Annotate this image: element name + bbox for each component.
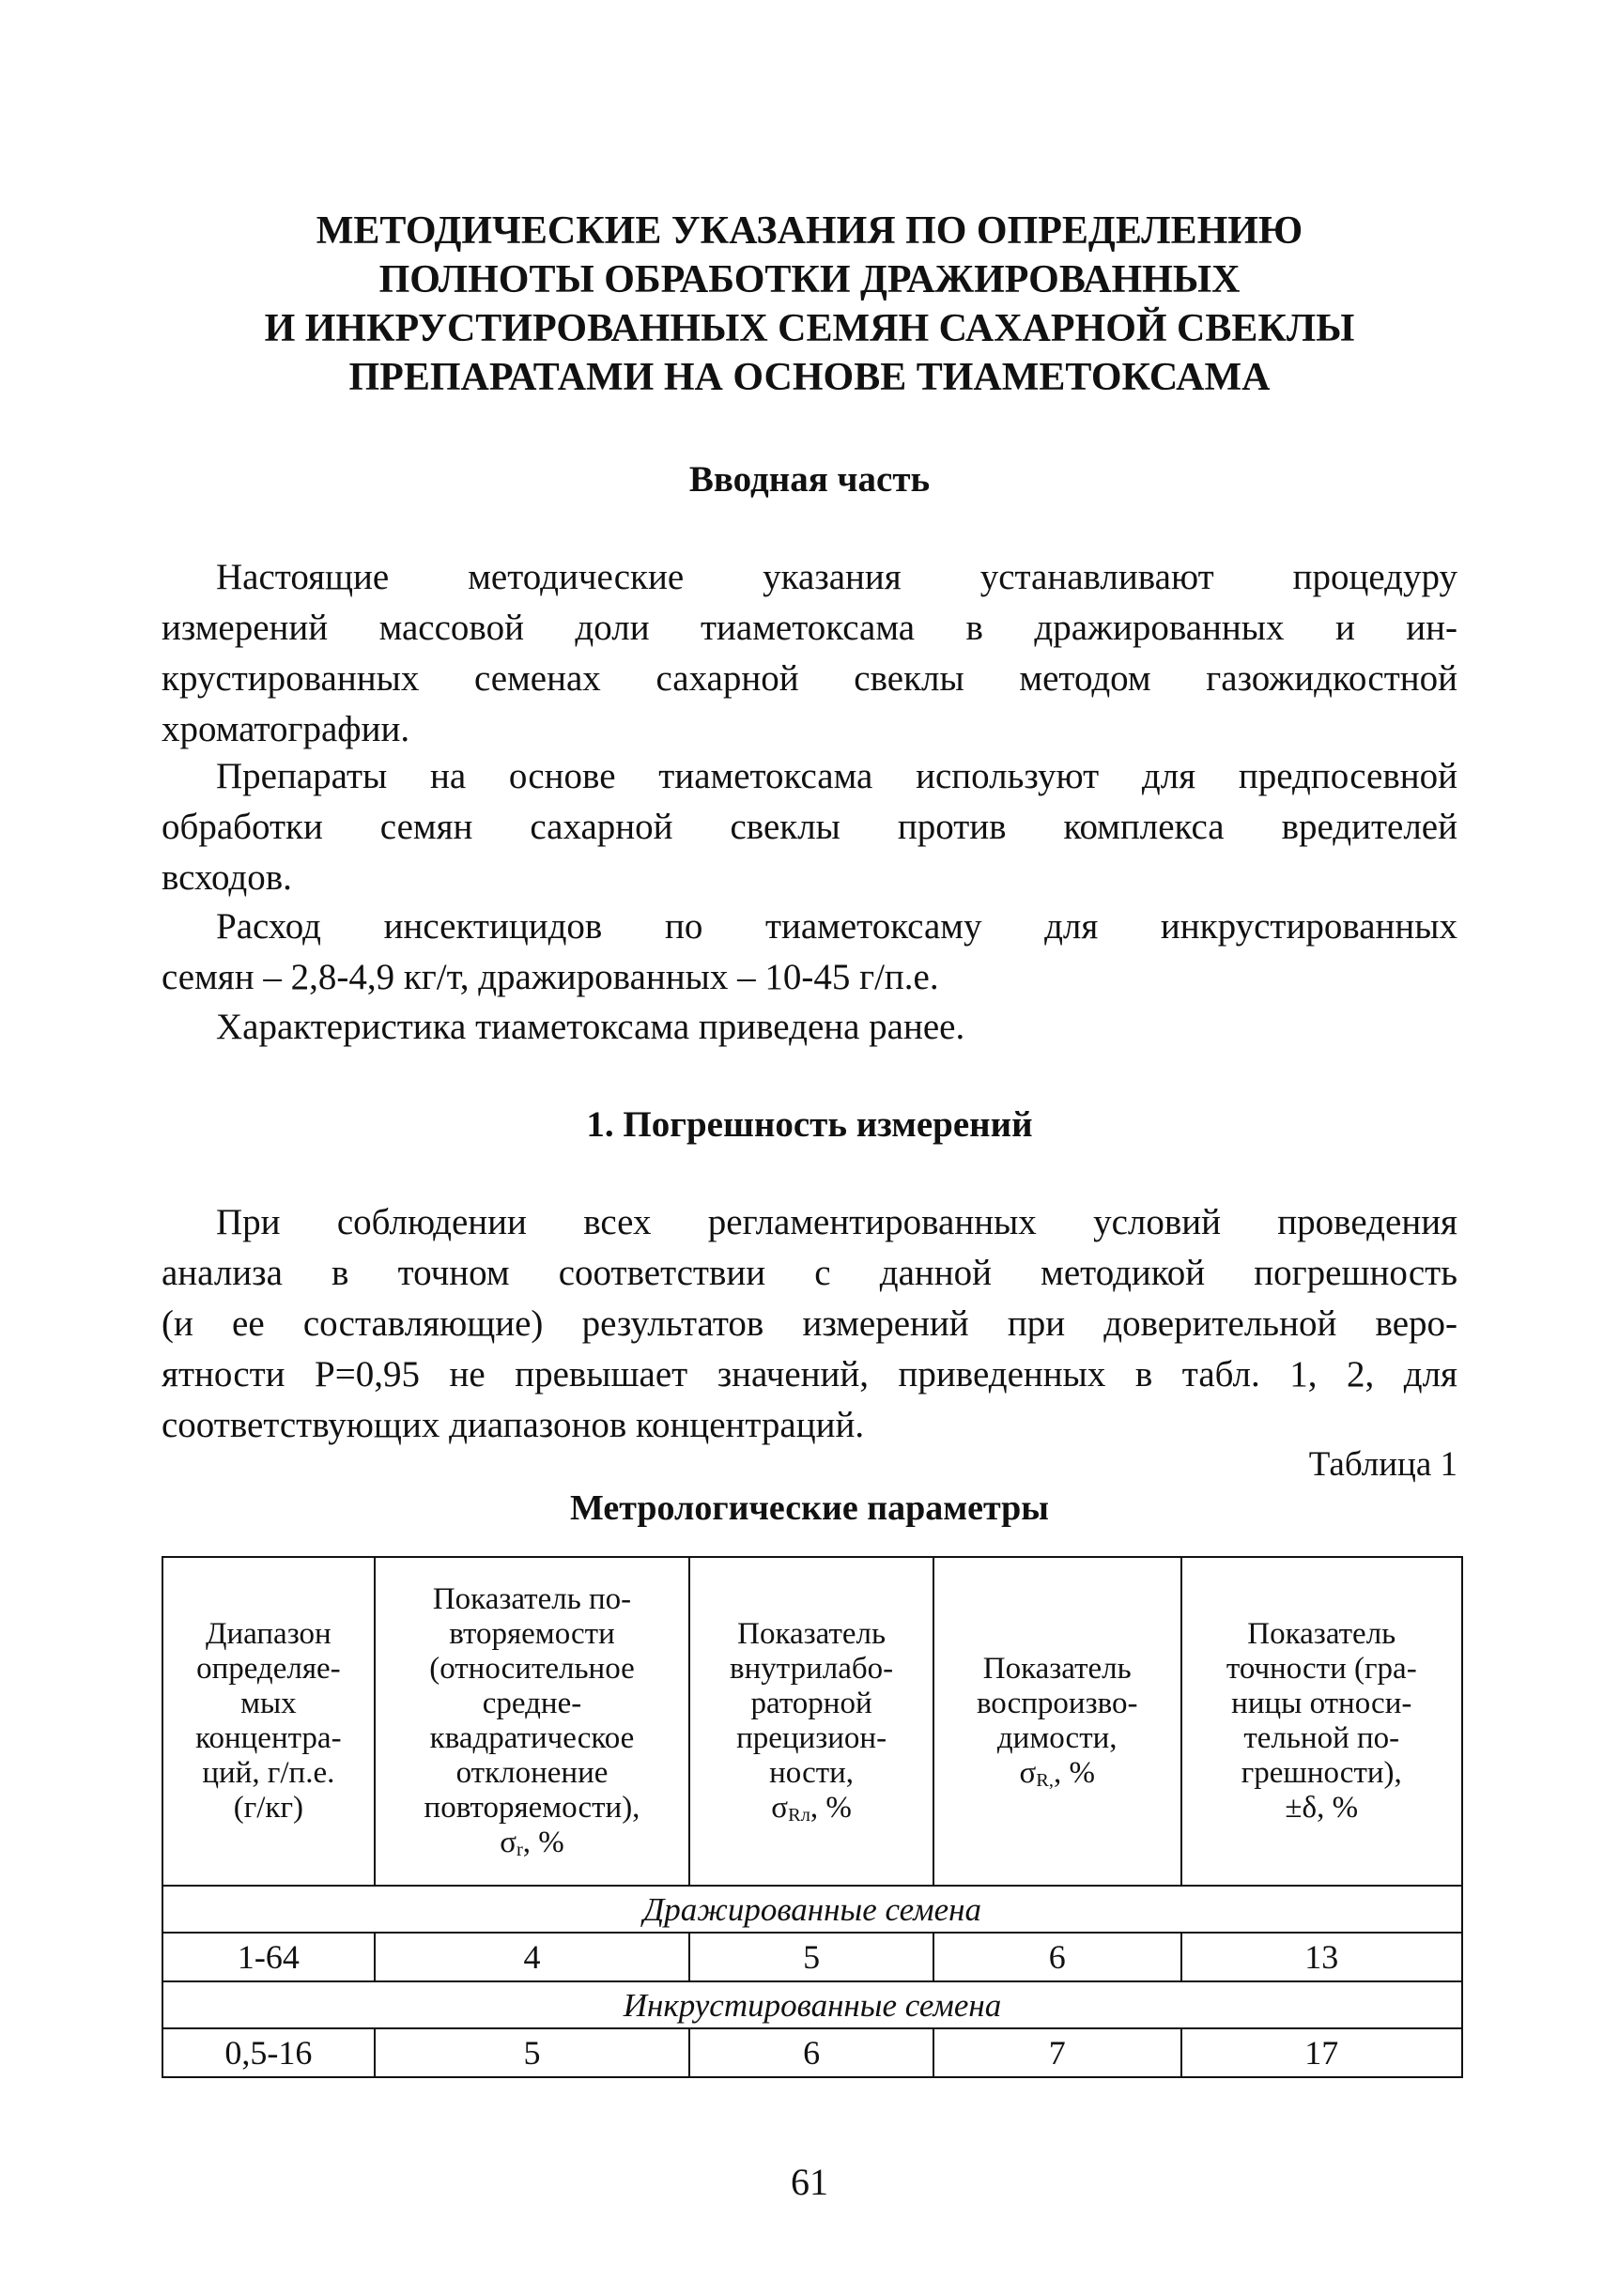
unit-suffix: , % bbox=[522, 1826, 564, 1859]
table-row bbox=[162, 1933, 1462, 1981]
intro-paragraph-4 bbox=[162, 1002, 1457, 1053]
table-row bbox=[162, 2028, 1462, 2077]
text-line: семян – 2,8-4,9 кг/т, дражированных – 10-45 г/п.е. bbox=[162, 957, 939, 997]
section1-paragraph bbox=[162, 1197, 1457, 1451]
page-number: 61 bbox=[791, 2161, 828, 2203]
header-line: определяе- bbox=[196, 1652, 341, 1686]
header-line: ±δ, % bbox=[1285, 1791, 1359, 1825]
header-line: Диапазон bbox=[206, 1617, 332, 1651]
table-cell: 1-64 bbox=[162, 1933, 375, 1981]
title-line: ПРЕПАРАТАМИ НА ОСНОВЕ ТИАМЕТОКСАМА bbox=[348, 356, 1271, 399]
header-line: (г/кг) bbox=[233, 1791, 303, 1825]
text-line: анализа в точном соответствии с данной методикой погрешность bbox=[162, 1253, 1457, 1293]
table-cell: 13 bbox=[1181, 1933, 1462, 1981]
sigma-symbol: σ bbox=[500, 1826, 517, 1859]
sigma-symbol: σ bbox=[1019, 1756, 1037, 1790]
section1-heading: 1. Погрешность измерений bbox=[586, 1104, 1033, 1145]
header-symbol-line bbox=[938, 1756, 1177, 1791]
text-line: соответствующих диапазонов концентраций. bbox=[162, 1405, 865, 1445]
header-line: квадратическое bbox=[429, 1721, 635, 1755]
text-line: При соблюдении всех регламентированных условий проведения bbox=[216, 1202, 1457, 1242]
table-cell: 0,5-16 bbox=[162, 2028, 375, 2077]
header-line: точности (гра- bbox=[1226, 1652, 1417, 1686]
text-line: измерений массовой доли тиаметоксама в дражированных и ин- bbox=[162, 608, 1457, 648]
header-line: прецизион- bbox=[736, 1721, 887, 1755]
header-line: димости, bbox=[996, 1721, 1118, 1755]
header-line: Показатель bbox=[982, 1652, 1132, 1686]
text-line: обработки семян сахарной свеклы против комплекса вредителей bbox=[162, 807, 1457, 847]
header-line: Показатель bbox=[737, 1617, 887, 1651]
table-cell: 17 bbox=[1181, 2028, 1462, 2077]
header-line: грешности), bbox=[1241, 1756, 1402, 1790]
text-line: всходов. bbox=[162, 857, 292, 898]
text-line: хроматографии. bbox=[162, 709, 410, 749]
title-line: И ИНКРУСТИРОВАННЫХ СЕМЯН САХАРНОЙ СВЕКЛЫ bbox=[264, 307, 1355, 350]
header-cell-accuracy bbox=[1181, 1557, 1462, 1886]
table-caption: Метрологические параметры bbox=[570, 1488, 1049, 1528]
metrology-table bbox=[162, 1556, 1463, 2078]
header-line: ницы относи- bbox=[1231, 1687, 1412, 1720]
unit-suffix: , % bbox=[1053, 1756, 1095, 1790]
section-label: Инкрустированные семена bbox=[162, 1981, 1462, 2028]
header-line: отклонение bbox=[455, 1756, 609, 1790]
intro-heading: Вводная часть bbox=[688, 459, 931, 500]
text-line: ятности Р=0,95 не превышает значений, приведенных в табл. 1, 2, для bbox=[162, 1354, 1457, 1395]
symbol-subscript: Rл bbox=[788, 1805, 810, 1826]
intro-paragraph-2 bbox=[162, 751, 1457, 903]
table-number: Таблица 1 bbox=[1308, 1445, 1457, 1484]
header-line: тельной по- bbox=[1243, 1721, 1400, 1755]
header-line: воспроизво- bbox=[976, 1687, 1138, 1720]
text-line: Настоящие методические указания устанавливают процедуру bbox=[216, 557, 1457, 597]
header-cell-range bbox=[162, 1557, 375, 1886]
table-section-row bbox=[162, 1886, 1462, 1933]
header-symbol-line bbox=[694, 1791, 929, 1826]
intro-paragraph-3 bbox=[162, 901, 1457, 1003]
title-line: МЕТОДИЧЕСКИЕ УКАЗАНИЯ ПО ОПРЕДЕЛЕНИЮ bbox=[316, 209, 1303, 253]
table-cell: 6 bbox=[689, 2028, 933, 2077]
header-line: внутрилабо- bbox=[730, 1652, 894, 1686]
text-line: крустированных семенах сахарной свеклы методом газожидкостной bbox=[162, 658, 1457, 699]
header-line: ности, bbox=[769, 1756, 855, 1790]
table-section-row bbox=[162, 1981, 1462, 2028]
header-cell-reproducibility bbox=[933, 1557, 1181, 1886]
text-line: Препараты на основе тиаметоксама используют для предпосевной bbox=[216, 756, 1457, 796]
symbol-subscript: R, bbox=[1036, 1770, 1054, 1791]
header-line: вторяемости bbox=[449, 1617, 615, 1651]
header-line: средне- bbox=[482, 1687, 582, 1720]
header-line: (относительное bbox=[429, 1652, 635, 1686]
header-line: концентра- bbox=[195, 1721, 342, 1755]
intro-paragraph-1 bbox=[162, 552, 1457, 755]
text-line: Характеристика тиаметоксама приведена ранее. bbox=[216, 1007, 965, 1047]
header-cell-intralab-precision bbox=[689, 1557, 933, 1886]
header-line: Показатель по- bbox=[432, 1582, 632, 1616]
table-header-row bbox=[162, 1557, 1462, 1886]
header-cell-repeatability bbox=[375, 1557, 690, 1886]
table-cell: 5 bbox=[375, 2028, 690, 2077]
header-line: ций, г/п.е. bbox=[202, 1756, 335, 1790]
section-label: Дражированные семена bbox=[162, 1886, 1462, 1933]
header-line: раторной bbox=[750, 1687, 872, 1720]
title-line: ПОЛНОТЫ ОБРАБОТКИ ДРАЖИРОВАННЫХ bbox=[378, 258, 1241, 301]
header-line: повторяемости), bbox=[424, 1791, 640, 1825]
document-title bbox=[160, 207, 1459, 402]
symbol-subscript: r bbox=[516, 1840, 523, 1860]
unit-suffix: , % bbox=[810, 1791, 852, 1825]
header-line: мых bbox=[240, 1687, 297, 1720]
table-cell: 4 bbox=[375, 1933, 690, 1981]
table-cell: 5 bbox=[689, 1933, 933, 1981]
header-symbol-line bbox=[379, 1826, 686, 1860]
header-line: Показатель bbox=[1247, 1617, 1396, 1651]
text-line: (и ее составляющие) результатов измерений при доверительной веро- bbox=[162, 1303, 1457, 1344]
table-cell: 6 bbox=[933, 1933, 1181, 1981]
table-cell: 7 bbox=[933, 2028, 1181, 2077]
text-line: Расход инсектицидов по тиаметоксаму для инкрустированных bbox=[216, 906, 1457, 947]
sigma-symbol: σ bbox=[771, 1791, 789, 1825]
